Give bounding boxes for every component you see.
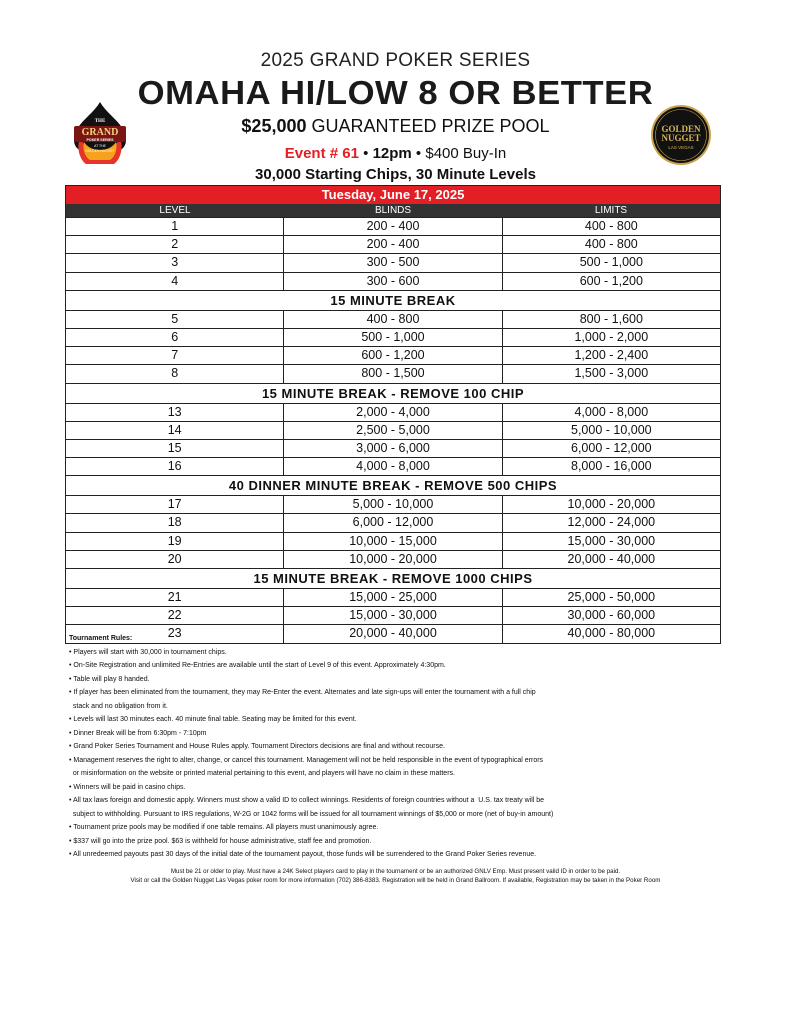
blinds-cell: 15,000 - 25,000 xyxy=(284,589,502,606)
table-row xyxy=(66,403,720,421)
level-cell: 4 xyxy=(66,273,284,290)
rule-item: • Management reserves the right to alter, change, or cancel this tournament. Management will not be held responsible in the event of typographical errors xyxy=(69,756,544,764)
blinds-cell: 10,000 - 15,000 xyxy=(284,533,502,550)
blinds-cell: 300 - 500 xyxy=(284,254,502,271)
rule-item: • $337 will go into the prize pool. $63 is withheld for house administrative, staff fee and promotion. xyxy=(69,837,372,845)
limits-cell: 6,000 - 12,000 xyxy=(571,440,652,455)
blinds-cell: 400 - 800 xyxy=(284,311,502,328)
level-cell: 19 xyxy=(66,533,284,550)
limits-cell: 40,000 - 80,000 xyxy=(567,626,656,641)
table-row xyxy=(66,588,720,606)
blinds-cell: 600 - 1,200 xyxy=(284,347,502,364)
table-row xyxy=(66,272,720,290)
level-cell: 5 xyxy=(66,311,284,328)
blinds-cell: 500 - 1,000 xyxy=(284,329,502,346)
rule-item: • Tournament prize pools may be modified if one table remains. All players must unanimously agree. xyxy=(69,824,379,831)
level-cell: 16 xyxy=(66,458,284,475)
table-row xyxy=(66,253,720,271)
limits-cell: 500 - 1,000 xyxy=(579,255,643,270)
table-row xyxy=(66,421,720,439)
logo-left-line1: POKER SERIES xyxy=(86,138,114,142)
rule-item: • Table will play 8 handed. xyxy=(69,675,150,683)
table-row xyxy=(66,439,720,457)
level-cell: 6 xyxy=(66,329,284,346)
break-row: 40 DINNER MINUTE BREAK - REMOVE 500 CHIPS xyxy=(66,475,720,495)
table-row xyxy=(66,328,720,346)
level-cell: 22 xyxy=(66,607,284,624)
table-row xyxy=(66,346,720,364)
level-cell: 3 xyxy=(66,254,284,271)
logo-right-line1: GOLDEN xyxy=(661,124,701,134)
limits-cell: 12,000 - 24,000 xyxy=(567,515,656,530)
logo-right-line3: LAS VEGAS xyxy=(668,145,694,150)
blinds-cell: 200 - 400 xyxy=(284,236,502,253)
break-row: 15 MINUTE BREAK xyxy=(66,290,720,310)
blinds-cell: 10,000 - 20,000 xyxy=(284,551,502,568)
rule-item: • All tax laws foreign and domestic apply. Winners must show a valid ID to collect winnings. Residents of foreign countries without a U.S. tax treaty will be xyxy=(69,797,545,804)
limits-cell: 1,500 - 3,000 xyxy=(574,366,649,381)
header-row xyxy=(66,204,720,217)
rule-item: • If player has been eliminated from the tournament, they may Re-Enter the event. Alternates and late sign-ups will enter the tournament with a full chip xyxy=(69,689,536,696)
limits-cell: 1,200 - 2,400 xyxy=(574,348,649,363)
level-cell: 20 xyxy=(66,551,284,568)
event-buyin: $400 Buy-In xyxy=(425,145,507,162)
limits-cell: 1,000 - 2,000 xyxy=(574,329,649,344)
level-cell: 2 xyxy=(66,236,284,253)
limits-cell: 600 - 1,200 xyxy=(579,273,643,288)
level-cell: 18 xyxy=(66,514,284,531)
rule-item: stack and no obligation from it. xyxy=(69,702,168,710)
table-row xyxy=(66,310,720,328)
blinds-cell: 200 - 400 xyxy=(284,218,502,235)
schedule-body xyxy=(66,217,720,643)
break-row: 15 MINUTE BREAK - REMOVE 1000 CHIPS xyxy=(66,568,720,588)
rule-item: subject to withholding. Pursuant to IRS regulations, W-2G or 1042 forms will be issued for all tournament winnings of $5,000 or more (net of buy-in amount) xyxy=(69,810,554,818)
limits-cell: 8,000 - 16,000 xyxy=(571,459,652,474)
limits-cell: 15,000 - 30,000 xyxy=(567,533,656,548)
event-title: OMAHA HI/LOW 8 OR BETTER xyxy=(137,74,654,111)
table-row xyxy=(66,495,720,513)
blinds-cell: 20,000 - 40,000 xyxy=(284,625,502,642)
prize-text: GUARANTEED PRIZE POOL xyxy=(311,116,550,136)
column-header-limits: LIMITS xyxy=(594,205,628,216)
rule-item: • Winners will be paid in casino chips. xyxy=(69,783,186,791)
level-cell: 8 xyxy=(66,365,284,382)
blinds-cell: 5,000 - 10,000 xyxy=(284,496,502,513)
rules-list xyxy=(69,646,729,862)
blinds-cell: 6,000 - 12,000 xyxy=(284,514,502,531)
rule-item: • On-Site Registration and unlimited Re-Entries are available until the start of Level 9 of this event. Approximately 4:30pm. xyxy=(69,662,446,669)
rule-item: • Grand Poker Series Tournament and House Rules apply. Tournament Directors decisions are final and without recourse. xyxy=(69,743,445,750)
limits-cell: 800 - 1,600 xyxy=(579,311,643,326)
blinds-cell: 15,000 - 30,000 xyxy=(284,607,502,624)
rule-item: • Levels will last 30 minutes each. 40 minute final table. Seating may be limited for this event. xyxy=(69,716,357,723)
limits-cell: 20,000 - 40,000 xyxy=(567,551,656,566)
separator-dot: • xyxy=(415,145,422,162)
logo-left-line2: AT THE xyxy=(94,144,106,148)
rule-item: • Players will start with 30,000 in tournament chips. xyxy=(69,648,227,656)
limits-cell: 10,000 - 20,000 xyxy=(567,497,656,512)
event-line xyxy=(0,145,791,162)
level-cell: 7 xyxy=(66,347,284,364)
blinds-cell: 2,500 - 5,000 xyxy=(284,422,502,439)
blinds-cell: 3,000 - 6,000 xyxy=(284,440,502,457)
level-cell: 15 xyxy=(66,440,284,457)
break-row: 15 MINUTE BREAK - REMOVE 100 CHIP xyxy=(66,383,720,403)
logo-right-line2: NUGGET xyxy=(661,133,701,143)
limits-cell: 400 - 800 xyxy=(584,219,638,233)
level-cell: 23 xyxy=(66,625,284,642)
logo-left-main: GRAND xyxy=(81,127,119,138)
limits-cell: 5,000 - 10,000 xyxy=(571,422,652,437)
tournament-rules xyxy=(69,632,729,862)
table-row xyxy=(66,217,720,235)
limits-cell: 4,000 - 8,000 xyxy=(574,404,649,419)
prize-amount: $25,000 xyxy=(241,116,307,136)
column-header-blinds: BLINDS xyxy=(374,205,412,216)
chips-levels: 30,000 Starting Chips, 30 Minute Levels xyxy=(255,166,536,183)
date-bar: Tuesday, June 17, 2025 xyxy=(66,186,720,204)
event-number: Event # 61 xyxy=(284,145,359,162)
table-row xyxy=(66,550,720,568)
rule-item: or misinformation on the website or printed material pertaining to this event, and players will have no claim in these matters. xyxy=(69,770,455,777)
level-cell: 1 xyxy=(66,218,284,235)
table-row xyxy=(66,235,720,253)
table-row xyxy=(66,457,720,475)
table-row xyxy=(66,364,720,382)
blinds-cell: 300 - 600 xyxy=(284,273,502,290)
limits-cell: 25,000 - 50,000 xyxy=(567,590,656,604)
rules-title: Tournament Rules: xyxy=(69,635,133,642)
limits-cell: 30,000 - 60,000 xyxy=(567,608,656,623)
blinds-cell: 2,000 - 4,000 xyxy=(284,404,502,421)
level-cell: 13 xyxy=(66,404,284,421)
level-cell: 14 xyxy=(66,422,284,439)
level-cell: 17 xyxy=(66,496,284,513)
limits-cell: 400 - 800 xyxy=(584,237,638,252)
table-row xyxy=(66,532,720,550)
schedule-table xyxy=(65,185,721,644)
table-row xyxy=(66,606,720,624)
table-row xyxy=(66,513,720,531)
footer-line-1: Must be 21 or older to play. Must have a 24K Select players card to play in the tournament or be an authorized GNLV Emp. Must present valid ID in order to be paid. xyxy=(170,868,621,875)
prize-line xyxy=(0,116,791,137)
logo-left-top: THE xyxy=(94,119,106,124)
blinds-cell: 4,000 - 8,000 xyxy=(284,458,502,475)
logo-left-line3: GOLDEN NUGGET xyxy=(85,149,115,153)
separator-dot: • xyxy=(363,145,369,162)
blinds-cell: 800 - 1,500 xyxy=(284,365,502,382)
series-title: 2025 GRAND POKER SERIES xyxy=(260,50,531,71)
event-time: 12pm xyxy=(372,145,412,162)
level-cell: 21 xyxy=(66,589,284,606)
rule-item: • Dinner Break will be from 6:30pm - 7:10pm xyxy=(69,729,207,737)
footer-line-2: Visit or call the Golden Nugget Las Vegas poker room for more information (702) 386-8383. Registration will be held in Grand Ballroom. If available, Registration may be taken in the Poker Room xyxy=(130,877,661,884)
rule-item: • All unredeemed payouts past 30 days of the initial date of the tournament payout, those funds will be surrendered to the Grand Poker Series revenue. xyxy=(69,851,537,858)
footer xyxy=(0,867,791,885)
column-header-level: LEVEL xyxy=(159,205,191,216)
